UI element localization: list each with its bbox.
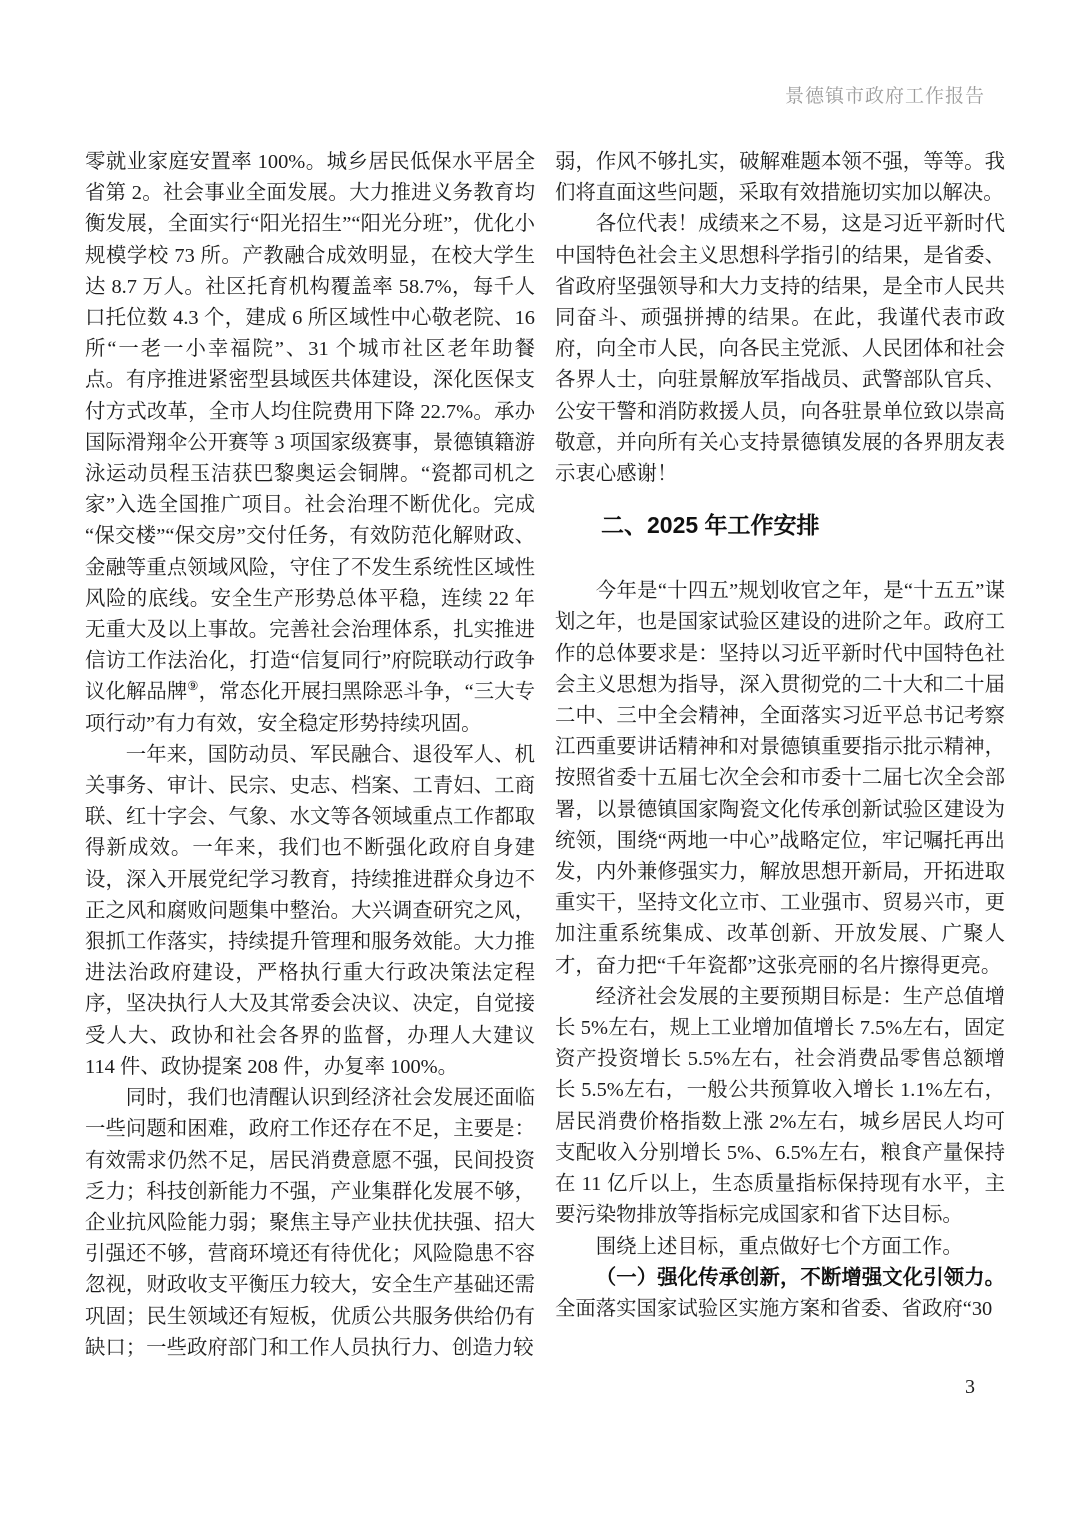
paragraph: 围绕上述目标，重点做好七个方面工作。 (595, 1235, 963, 1258)
section-heading: 二、2025 年工作安排 (601, 512, 820, 539)
paragraph: 各位代表！成绩来之不易，这是习近平新时代中国特色社会主义思想科学指引的结果，是省委、省政府坚强领导和大力支持的结果，是全市人民共同奋斗、顽强拼搏的结果。在此，我谨代表市政府，向全市人民，向各民主党派、人民团体和社会各界人士，向驻景解放军指战员、武警部队官兵、公安干警和消防救援人员，向各驻景单位致以崇高敬意，并向所有关心支持景德镇发展的各界朋友表示衷心感谢！ (555, 213, 1005, 486)
paragraph-text: 全面落实国家试验区实施方案和省委、省政府“30 (555, 1297, 993, 1320)
right-column (555, 147, 1005, 1364)
paragraph-split-to-next-column: 同时，我们也清醒认识到经济社会发展还面临一些问题和困难，政府工作还存在不足，主要是：有效需求仍然不足，居民消费意愿不强，民间投资乏力；科技创新能力不强，产业集群化发展不够，企业抗风险能力弱；聚焦主导产业扶优扶强、招大引强还不够，营商环境还有待优化；风险隐患不容忽视，财政收支平衡压力较大，安全生产基础还需巩固；民生领域还有短板，优质公共服务供给仍有缺口；一些政府部门和工作人员执行力、创造力较 (85, 1087, 535, 1359)
running-header-title: 景德镇市政府工作报告 (784, 86, 985, 107)
paragraph (555, 1263, 1005, 1325)
page-number: 3 (965, 1376, 975, 1398)
paragraph-text: ，常态化开展扫黑除恶斗争，“三大专项行动”有力有效，安全稳定形势持续巩固。 (85, 681, 535, 735)
paragraph: 一年来，国防动员、军民融合、退役军人、机关事务、审计、民宗、史志、档案、工青妇、工商联、红十字会、气象、水文等各领域重点工作都取得新成效。一年来，我们也不断强化政府自身建设，深入开展党纪学习教育，持续推进群众身边不正之风和腐败问题集中整治。大兴调查研究之风，狠抓工作落实，持续提升管理和服务效能。大力推进法治政府建设，严格执行重大行政决策法定程序，坚决执行人大及其常委会决议、决定，自觉接受人大、政协和社会各界的监督，办理人大建议 114 件、政协提案 208 件，办复率 100%。 (85, 743, 535, 1078)
paragraph: 经济社会发展的主要预期目标是：生产总值增长 5%左右，规上工业增加值增长 7.5%左右，固定资产投资增长 5.5%左右，社会消费品零售总额增长 5.5%左右，一般公共预算收入增长 1.1%左右，居民消费价格指数上涨 2%左右，城乡居民人均可支配收入分别增长 5%、6.5%左右，粮食产量保持在 11 亿斤以上，生态质量指标保持现有水平，主要污染物排放等指标完成国家和省下达目标。 (555, 985, 1005, 1227)
paragraph-continuation: 弱，作风不够扎实，破解难题本领不强，等等。我们将直面这些问题，采取有效措施切实加以解决。 (555, 151, 1005, 205)
footnote-marker: ⑨ (187, 679, 199, 694)
paragraph: 今年是“十四五”规划收官之年，是“十五五”谋划之年，也是国家试验区建设的进阶之年。政府工作的总体要求是：坚持以习近平新时代中国特色社会主义思想为指导，深入贯彻党的二十大和二十届二中、三中全会精神，全面落实习近平总书记考察江西重要讲话精神和对景德镇重要指示批示精神，按照省委十五届七次全会和市委十二届七次全会部署，以景德镇国家陶瓷文化传承创新试验区建设为统领，围绕“两地一中心”战略定位，牢记嘱托再出发，内外兼修强实力，解放思想开新局，开拓进取重实干，坚持文化立市、工业强市、贸易兴市，更加注重系统集成、改革创新、开放发展、广聚人才，奋力把“千年瓷都”这张亮丽的名片擦得更亮。 (555, 580, 1005, 977)
paragraph-continued-from-previous-page (85, 147, 535, 740)
two-column-body (85, 147, 1005, 1364)
subsection-heading-lead: （一）强化传承创新，不断增强文化引领力。 (595, 1266, 1005, 1289)
left-column (85, 147, 535, 1364)
paragraph-text: 零就业家庭安置率 100%。城乡居民低保水平居全省第 2。社会事业全面发展。大力推进义务教育均衡发展，全面实行“阳光招生”“阳光分班”，优化小规模学校 73 所。产教融合成效明显，在校大学生达 8.7 万人。社区托育机构覆盖率 58.7%，每千人口托位数 4.3 个，建成 6 所区域性中心敬老院、16 所“一老一小幸福院”、31 个城市社区老年助餐点。有序推进紧密型县域医共体建设，深化医保支付方式改革，全市人均住院费用下降 22.7%。承办国际滑翔伞公开赛等 3 项国家级赛事，景德镇籍游泳运动员程玉洁获巴黎奥运会铜牌。“瓷都司机之家”入选全国推广项目。社会治理不断优化。完成“保交楼”“保交房”交付任务，有效防范化解财政、金融等重点领域风险，守住了不发生系统性区域性风险的底线。安全生产形势总体平稳，连续 22 年无重大及以上事故。完善社会治理体系，扎实推进信访工作法治化，打造“信复同行”府院联动行政争议化解品牌 (85, 151, 535, 704)
